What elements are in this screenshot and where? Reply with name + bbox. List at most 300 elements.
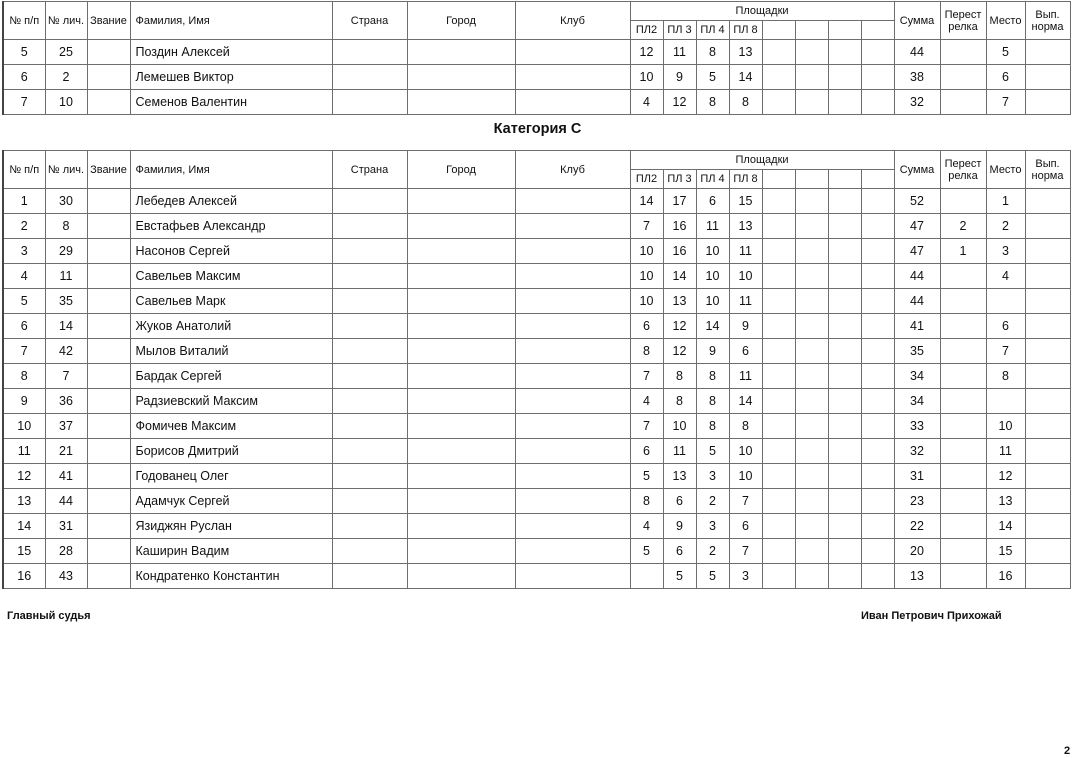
- cell-platform-score: 10: [696, 264, 729, 289]
- cell-name: Каширин Вадим: [130, 539, 332, 564]
- cell-lic: 37: [45, 414, 87, 439]
- cell-platform-score: [861, 90, 894, 115]
- cell-platform-score: [828, 489, 861, 514]
- table-row: [3, 364, 1070, 389]
- cell-platform-score: [795, 414, 828, 439]
- cell-club: [515, 414, 630, 439]
- cell-club: [515, 389, 630, 414]
- table-row: [3, 289, 1070, 314]
- cell-lic: 36: [45, 389, 87, 414]
- cell-place: 7: [986, 339, 1025, 364]
- cell-platform-score: [828, 314, 861, 339]
- header-row: [3, 2, 1070, 21]
- cell-country: [332, 339, 407, 364]
- cell-rank: [87, 514, 130, 539]
- cell-norm: [1025, 414, 1070, 439]
- cell-platform-score: [828, 389, 861, 414]
- cell-platform-score: 7: [630, 414, 663, 439]
- header-platforms: Площадки: [630, 151, 894, 170]
- cell-platform-score: 12: [630, 40, 663, 65]
- cell-lic: 28: [45, 539, 87, 564]
- cell-lic: 14: [45, 314, 87, 339]
- cell-platform-score: 11: [696, 214, 729, 239]
- cell-lic: 42: [45, 339, 87, 364]
- cell-place: 14: [986, 514, 1025, 539]
- header-platforms: Площадки: [630, 2, 894, 21]
- cell-name: Насонов Сергей: [130, 239, 332, 264]
- cell-platform-score: 10: [630, 239, 663, 264]
- cell-reshoot: [940, 289, 986, 314]
- cell-name: Евстафьев Александр: [130, 214, 332, 239]
- cell-platform-score: [828, 564, 861, 589]
- cell-place: 7: [986, 90, 1025, 115]
- table-row: [3, 214, 1070, 239]
- cell-country: [332, 414, 407, 439]
- table-row: [3, 514, 1070, 539]
- cell-num: 1: [3, 189, 45, 214]
- cell-platform-score: [795, 364, 828, 389]
- cell-sum: 47: [894, 239, 940, 264]
- cell-num: 5: [3, 289, 45, 314]
- cell-country: [332, 264, 407, 289]
- cell-country: [332, 314, 407, 339]
- cell-norm: [1025, 65, 1070, 90]
- cell-platform-score: 10: [630, 65, 663, 90]
- cell-platform-score: [762, 90, 795, 115]
- cell-reshoot: [940, 364, 986, 389]
- cell-platform-score: 8: [729, 414, 762, 439]
- cell-name: Мылов Виталий: [130, 339, 332, 364]
- cell-country: [332, 189, 407, 214]
- cell-platform-score: [828, 414, 861, 439]
- header-platform-8: [861, 21, 894, 40]
- cell-platform-score: [861, 239, 894, 264]
- cell-platform-score: 4: [630, 389, 663, 414]
- cell-reshoot: [940, 414, 986, 439]
- cell-place: [986, 389, 1025, 414]
- cell-platform-score: 6: [630, 439, 663, 464]
- cell-rank: [87, 364, 130, 389]
- cell-place: 5: [986, 40, 1025, 65]
- cell-platform-score: [795, 264, 828, 289]
- header-club: Клуб: [515, 2, 630, 40]
- cell-platform-score: [762, 414, 795, 439]
- header-lic: № лич.: [45, 2, 87, 40]
- cell-norm: [1025, 489, 1070, 514]
- cell-platform-score: [762, 214, 795, 239]
- header-platform-7: [828, 21, 861, 40]
- cell-platform-score: 7: [630, 214, 663, 239]
- cell-platform-score: [762, 464, 795, 489]
- results-table-top: [2, 1, 1071, 115]
- cell-platform-score: 8: [696, 389, 729, 414]
- cell-platform-score: [861, 264, 894, 289]
- cell-club: [515, 539, 630, 564]
- cell-norm: [1025, 439, 1070, 464]
- cell-platform-score: 5: [630, 464, 663, 489]
- cell-country: [332, 214, 407, 239]
- cell-platform-score: [795, 564, 828, 589]
- cell-norm: [1025, 314, 1070, 339]
- cell-platform-score: 5: [696, 564, 729, 589]
- cell-lic: 2: [45, 65, 87, 90]
- table-row: [3, 439, 1070, 464]
- cell-platform-score: 6: [729, 514, 762, 539]
- cell-num: 6: [3, 65, 45, 90]
- cell-platform-score: [762, 189, 795, 214]
- cell-reshoot: [940, 539, 986, 564]
- cell-platform-score: [861, 214, 894, 239]
- cell-club: [515, 439, 630, 464]
- cell-sum: 44: [894, 289, 940, 314]
- cell-city: [407, 214, 515, 239]
- cell-rank: [87, 289, 130, 314]
- cell-place: 10: [986, 414, 1025, 439]
- cell-reshoot: [940, 339, 986, 364]
- cell-norm: [1025, 90, 1070, 115]
- cell-platform-score: [762, 239, 795, 264]
- cell-platform-score: [861, 189, 894, 214]
- cell-norm: [1025, 364, 1070, 389]
- cell-sum: 44: [894, 40, 940, 65]
- cell-sum: 32: [894, 439, 940, 464]
- cell-club: [515, 40, 630, 65]
- cell-platform-score: [795, 189, 828, 214]
- header-lic: № лич.: [45, 151, 87, 189]
- cell-country: [332, 564, 407, 589]
- cell-platform-score: [795, 464, 828, 489]
- cell-name: Радзиевский Максим: [130, 389, 332, 414]
- header-platform-2: ПЛ 3: [663, 170, 696, 189]
- cell-platform-score: 3: [729, 564, 762, 589]
- cell-platform-score: [861, 514, 894, 539]
- cell-platform-score: [828, 289, 861, 314]
- cell-name: Адамчук Сергей: [130, 489, 332, 514]
- cell-num: 9: [3, 389, 45, 414]
- cell-lic: 41: [45, 464, 87, 489]
- cell-city: [407, 564, 515, 589]
- table-row: [3, 414, 1070, 439]
- cell-rank: [87, 189, 130, 214]
- cell-lic: 11: [45, 264, 87, 289]
- cell-platform-score: 5: [630, 539, 663, 564]
- cell-platform-score: 6: [663, 539, 696, 564]
- cell-rank: [87, 414, 130, 439]
- cell-sum: 22: [894, 514, 940, 539]
- cell-city: [407, 90, 515, 115]
- cell-sum: 34: [894, 389, 940, 414]
- cell-country: [332, 514, 407, 539]
- cell-num: 15: [3, 539, 45, 564]
- cell-place: 11: [986, 439, 1025, 464]
- header-reshoot: Перест релка: [940, 2, 986, 40]
- cell-norm: [1025, 289, 1070, 314]
- results-table-category: [2, 150, 1071, 589]
- cell-country: [332, 464, 407, 489]
- cell-platform-score: [861, 364, 894, 389]
- cell-place: 4: [986, 264, 1025, 289]
- cell-platform-score: 8: [696, 414, 729, 439]
- cell-club: [515, 364, 630, 389]
- header-club: Клуб: [515, 151, 630, 189]
- cell-platform-score: [861, 439, 894, 464]
- cell-platform-score: 6: [729, 339, 762, 364]
- cell-platform-score: 8: [696, 40, 729, 65]
- cell-sum: 41: [894, 314, 940, 339]
- cell-name: Савельев Максим: [130, 264, 332, 289]
- cell-reshoot: 1: [940, 239, 986, 264]
- cell-norm: [1025, 339, 1070, 364]
- header-country: Страна: [332, 151, 407, 189]
- cell-platform-score: 9: [663, 514, 696, 539]
- cell-rank: [87, 239, 130, 264]
- cell-reshoot: 2: [940, 214, 986, 239]
- cell-reshoot: [940, 40, 986, 65]
- cell-norm: [1025, 564, 1070, 589]
- cell-place: 16: [986, 564, 1025, 589]
- cell-city: [407, 489, 515, 514]
- cell-rank: [87, 40, 130, 65]
- cell-platform-score: 12: [663, 90, 696, 115]
- cell-platform-score: [861, 464, 894, 489]
- cell-num: 12: [3, 464, 45, 489]
- cell-norm: [1025, 464, 1070, 489]
- cell-platform-score: [828, 539, 861, 564]
- cell-rank: [87, 564, 130, 589]
- cell-sum: 34: [894, 364, 940, 389]
- cell-platform-score: 3: [696, 464, 729, 489]
- chief-judge-label: Главный судья: [7, 610, 91, 622]
- cell-platform-score: [795, 289, 828, 314]
- cell-platform-score: [762, 65, 795, 90]
- cell-platform-score: 10: [729, 439, 762, 464]
- chief-judge-name: Иван Петрович Прихожай: [861, 610, 1002, 622]
- cell-place: 12: [986, 464, 1025, 489]
- cell-platform-score: [828, 214, 861, 239]
- cell-place: 13: [986, 489, 1025, 514]
- header-name: Фамилия, Имя: [130, 2, 332, 40]
- cell-city: [407, 539, 515, 564]
- cell-country: [332, 65, 407, 90]
- header-platform-1: ПЛ2: [630, 21, 663, 40]
- cell-reshoot: [940, 65, 986, 90]
- cell-num: 8: [3, 364, 45, 389]
- cell-rank: [87, 489, 130, 514]
- cell-platform-score: 11: [729, 289, 762, 314]
- cell-city: [407, 239, 515, 264]
- cell-sum: 35: [894, 339, 940, 364]
- cell-platform-score: [828, 90, 861, 115]
- page-number: 2: [1064, 745, 1071, 757]
- cell-rank: [87, 90, 130, 115]
- cell-sum: 31: [894, 464, 940, 489]
- header-city: Город: [407, 2, 515, 40]
- cell-city: [407, 289, 515, 314]
- header-platform-7: [828, 170, 861, 189]
- cell-norm: [1025, 514, 1070, 539]
- table-row: [3, 314, 1070, 339]
- cell-club: [515, 464, 630, 489]
- cell-country: [332, 90, 407, 115]
- cell-platform-score: 2: [696, 489, 729, 514]
- cell-platform-score: 10: [696, 289, 729, 314]
- cell-reshoot: [940, 464, 986, 489]
- cell-platform-score: 17: [663, 189, 696, 214]
- cell-lic: 25: [45, 40, 87, 65]
- cell-platform-score: [795, 214, 828, 239]
- category-title: Категория С: [493, 121, 582, 137]
- cell-rank: [87, 65, 130, 90]
- table-row: [3, 489, 1070, 514]
- header-city: Город: [407, 151, 515, 189]
- cell-platform-score: [861, 314, 894, 339]
- cell-platform-score: 7: [630, 364, 663, 389]
- cell-platform-score: 11: [663, 439, 696, 464]
- cell-platform-score: [861, 65, 894, 90]
- table-row: [3, 264, 1070, 289]
- header-platform-5: [762, 21, 795, 40]
- cell-platform-score: 12: [663, 339, 696, 364]
- cell-platform-score: [828, 65, 861, 90]
- cell-platform-score: [762, 539, 795, 564]
- cell-platform-score: [795, 90, 828, 115]
- cell-country: [332, 239, 407, 264]
- cell-platform-score: 3: [696, 514, 729, 539]
- cell-country: [332, 539, 407, 564]
- header-rank: Звание: [87, 2, 130, 40]
- cell-place: 3: [986, 239, 1025, 264]
- cell-name: Язиджян Руслан: [130, 514, 332, 539]
- table-row: [3, 539, 1070, 564]
- cell-num: 7: [3, 90, 45, 115]
- cell-platform-score: 14: [729, 65, 762, 90]
- cell-platform-score: 5: [696, 65, 729, 90]
- cell-reshoot: [940, 389, 986, 414]
- cell-platform-score: 14: [663, 264, 696, 289]
- cell-platform-score: [828, 40, 861, 65]
- cell-sum: 38: [894, 65, 940, 90]
- header-name: Фамилия, Имя: [130, 151, 332, 189]
- cell-platform-score: 8: [696, 364, 729, 389]
- cell-platform-score: [861, 414, 894, 439]
- cell-platform-score: [795, 65, 828, 90]
- cell-platform-score: [762, 339, 795, 364]
- cell-name: Савельев Марк: [130, 289, 332, 314]
- table-row: [3, 65, 1070, 90]
- cell-sum: 44: [894, 264, 940, 289]
- header-country: Страна: [332, 2, 407, 40]
- cell-num: 7: [3, 339, 45, 364]
- cell-norm: [1025, 40, 1070, 65]
- cell-city: [407, 189, 515, 214]
- cell-platform-score: 11: [729, 364, 762, 389]
- cell-platform-score: [630, 564, 663, 589]
- cell-platform-score: 13: [729, 214, 762, 239]
- cell-rank: [87, 539, 130, 564]
- cell-rank: [87, 389, 130, 414]
- cell-platform-score: [762, 264, 795, 289]
- table-row: [3, 239, 1070, 264]
- header-num: № п/п: [3, 151, 45, 189]
- cell-reshoot: [940, 514, 986, 539]
- cell-name: Жуков Анатолий: [130, 314, 332, 339]
- cell-platform-score: [861, 539, 894, 564]
- cell-platform-score: 9: [729, 314, 762, 339]
- header-row: [3, 151, 1070, 170]
- cell-platform-score: [828, 239, 861, 264]
- cell-platform-score: [795, 40, 828, 65]
- header-platform-3: ПЛ 4: [696, 21, 729, 40]
- cell-sum: 52: [894, 189, 940, 214]
- cell-place: 8: [986, 364, 1025, 389]
- cell-platform-score: 10: [630, 264, 663, 289]
- table-row: [3, 564, 1070, 589]
- cell-norm: [1025, 189, 1070, 214]
- cell-platform-score: 16: [663, 239, 696, 264]
- header-platform-8: [861, 170, 894, 189]
- cell-platform-score: [861, 389, 894, 414]
- cell-name: Фомичев Максим: [130, 414, 332, 439]
- cell-lic: 31: [45, 514, 87, 539]
- cell-place: 6: [986, 314, 1025, 339]
- cell-club: [515, 314, 630, 339]
- cell-lic: 10: [45, 90, 87, 115]
- cell-platform-score: 11: [729, 239, 762, 264]
- cell-name: Лемешев Виктор: [130, 65, 332, 90]
- header-place: Место: [986, 2, 1025, 40]
- cell-name: Кондратенко Константин: [130, 564, 332, 589]
- cell-city: [407, 514, 515, 539]
- cell-platform-score: 13: [729, 40, 762, 65]
- cell-country: [332, 40, 407, 65]
- cell-sum: 20: [894, 539, 940, 564]
- cell-platform-score: [795, 239, 828, 264]
- cell-reshoot: [940, 264, 986, 289]
- cell-name: Лебедев Алексей: [130, 189, 332, 214]
- cell-sum: 32: [894, 90, 940, 115]
- cell-name: Семенов Валентин: [130, 90, 332, 115]
- cell-platform-score: 9: [663, 65, 696, 90]
- cell-reshoot: [940, 439, 986, 464]
- cell-city: [407, 339, 515, 364]
- cell-city: [407, 464, 515, 489]
- table-row: [3, 40, 1070, 65]
- cell-platform-score: 12: [663, 314, 696, 339]
- cell-place: [986, 289, 1025, 314]
- cell-club: [515, 214, 630, 239]
- cell-num: 3: [3, 239, 45, 264]
- header-sum: Сумма: [894, 151, 940, 189]
- cell-platform-score: [861, 339, 894, 364]
- header-platform-5: [762, 170, 795, 189]
- cell-rank: [87, 464, 130, 489]
- cell-reshoot: [940, 189, 986, 214]
- cell-platform-score: 10: [729, 464, 762, 489]
- cell-platform-score: 9: [696, 339, 729, 364]
- cell-platform-score: 15: [729, 189, 762, 214]
- header-rank: Звание: [87, 151, 130, 189]
- header-platform-4: ПЛ 8: [729, 170, 762, 189]
- table-row: [3, 90, 1070, 115]
- cell-platform-score: 7: [729, 489, 762, 514]
- cell-num: 5: [3, 40, 45, 65]
- cell-country: [332, 289, 407, 314]
- cell-lic: 21: [45, 439, 87, 464]
- cell-platform-score: 11: [663, 40, 696, 65]
- header-platform-2: ПЛ 3: [663, 21, 696, 40]
- cell-platform-score: [762, 564, 795, 589]
- cell-club: [515, 65, 630, 90]
